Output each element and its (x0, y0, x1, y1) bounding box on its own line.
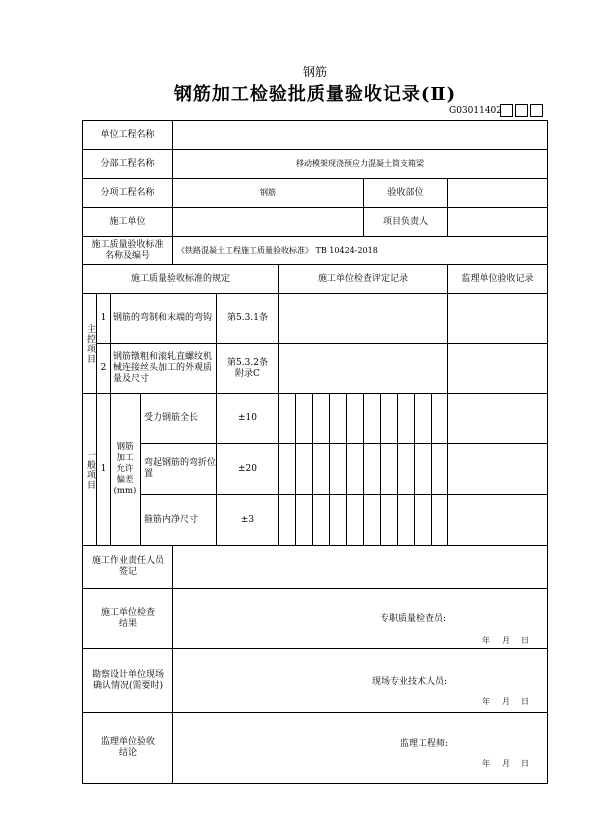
worker-sign-field[interactable] (173, 546, 547, 588)
subdivision-field[interactable]: 钢筋 (260, 188, 276, 197)
main-item-2-contractor-eval[interactable] (279, 344, 447, 393)
column-header-spec: 施工质量验收标准的规定 (130, 273, 230, 284)
acceptance-part-label: 验收部位 (387, 187, 424, 198)
design-date-month: 月 (502, 697, 510, 706)
general-item-3-name: 箍筋内净尺寸 (144, 514, 199, 525)
design-date-year: 年 (482, 697, 490, 706)
design-signer-label: 现场专业技术人员: (372, 677, 448, 687)
supervisor-conclusion-label: 监理单位验收结论 (100, 737, 155, 758)
contractor-signer-label: 专职质量检查员: (380, 614, 447, 624)
project-manager-field[interactable] (448, 208, 547, 236)
general-item-2-tolerance: ±20 (238, 463, 257, 474)
supervisor-signer-label: 监理工程师: (400, 739, 449, 749)
general-label: 一般项目 (85, 449, 95, 490)
column-header-supervisor-record: 监理单位验收记录 (461, 273, 534, 284)
acceptance-part-field[interactable] (448, 179, 547, 207)
standard-field[interactable]: 《铁路混凝土工程施工质量验收标准》 TB 10424-2018 (177, 245, 378, 255)
contractor-field[interactable] (173, 208, 363, 236)
main-item-2-clause (217, 344, 278, 393)
main-item-2-clause-line2: 附录C (235, 368, 260, 379)
tolerance-group-label: 钢筋加工允许偏差(mm) (113, 442, 137, 496)
main-item-2-clause-line1: 第5.3.2条 (227, 357, 268, 368)
worker-sign-label: 施工作业责任人员签记 (92, 556, 165, 577)
supervisor-date-day: 日 (521, 759, 529, 768)
standard-label-line2: 名称及编号 (104, 250, 150, 261)
code-box-3[interactable] (530, 104, 543, 117)
main-item-1-clause: 第5.3.1条 (227, 313, 268, 323)
general-measurements-grid[interactable] (279, 394, 447, 545)
page-title: 钢筋加工检验批质量验收记录(Ⅱ) (173, 84, 457, 105)
main-item-1-supervisor-record[interactable] (448, 294, 547, 343)
general-item-1-tolerance: ±10 (238, 413, 257, 423)
column-header-contractor-eval: 施工单位检查评定记录 (317, 273, 408, 284)
main-item-2-desc: 钢筋镦粗和滚轧直螺纹机械连接丝头加工的外观质量及尺寸 (113, 352, 213, 384)
contractor-label: 施工单位 (109, 216, 146, 227)
general-item-no: 1 (100, 464, 107, 474)
unit-project-label: 单位工程名称 (100, 129, 155, 140)
contractor-date-day: 日 (521, 636, 529, 645)
main-item-2-no: 2 (100, 363, 107, 373)
general-supervisor-record[interactable] (448, 394, 547, 545)
general-item-3-tolerance: ±3 (240, 514, 255, 525)
division-field[interactable]: 移动模架现浇预应力混凝土简支箱梁 (296, 159, 424, 168)
project-manager-label: 项目负责人 (382, 216, 428, 227)
main-item-1-contractor-eval[interactable] (279, 294, 447, 343)
main-control-label: 主控项目 (85, 323, 95, 364)
subdivision-label: 分项工程名称 (100, 187, 155, 198)
main-item-1-desc: 钢筋的弯制和末端的弯钩 (113, 313, 213, 323)
design-date-day: 日 (521, 697, 529, 706)
code-box-2[interactable] (515, 104, 528, 117)
general-item-1-name: 受力钢筋全长 (144, 413, 199, 423)
form-code: G03011402 (449, 106, 502, 116)
main-item-1-no: 1 (100, 313, 107, 323)
supervisor-date-month: 月 (502, 759, 510, 768)
standard-label (83, 237, 172, 264)
form-category: 钢筋 (302, 64, 327, 79)
general-item-2-name: 弯起钢筋的弯折位置 (144, 458, 217, 479)
code-box-1[interactable] (500, 104, 513, 117)
design-confirm-label: 勘察设计单位现场确认情况(需要时) (92, 669, 165, 691)
standard-label-line1: 施工质量验收标准 (91, 239, 164, 250)
division-label: 分部工程名称 (100, 158, 155, 169)
main-item-2-supervisor-record[interactable] (448, 344, 547, 393)
contractor-result-label: 施工单位检查结果 (100, 607, 155, 629)
supervisor-date-year: 年 (482, 759, 490, 768)
contractor-date-month: 月 (502, 636, 510, 645)
contractor-date-year: 年 (482, 636, 490, 645)
unit-project-field[interactable] (173, 121, 547, 149)
